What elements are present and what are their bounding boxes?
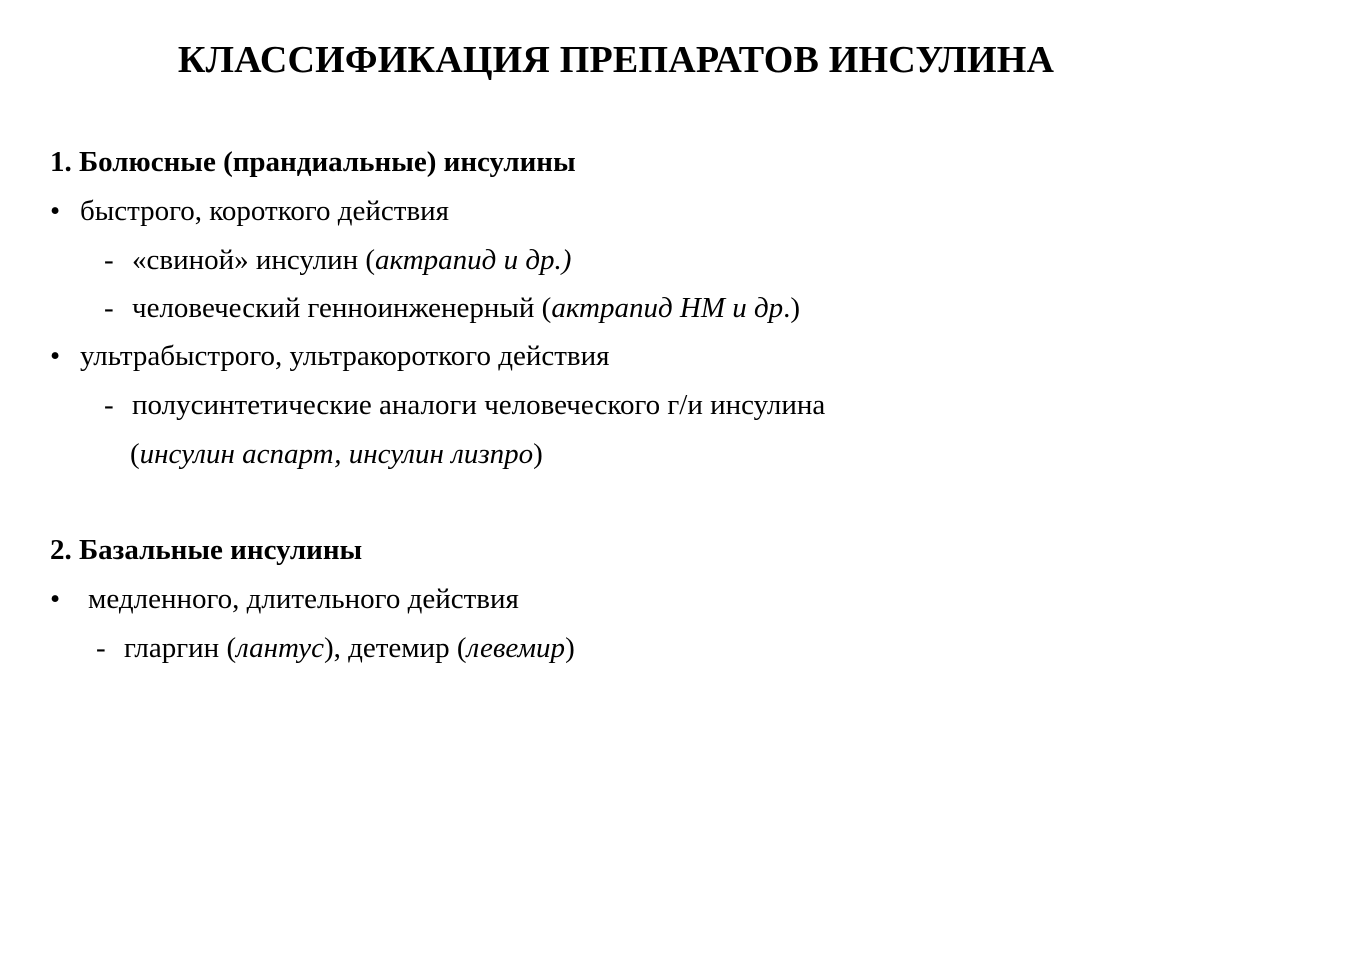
paren-close: ) [533, 438, 543, 470]
list-item-pork-insulin [104, 240, 571, 280]
item-after: .) [783, 292, 801, 324]
bullet-icon: • [50, 195, 61, 227]
section-2-bullet-slow [50, 579, 519, 619]
item-italic-2: левемир [466, 632, 566, 664]
bullet-label: медленного, длительного действия [88, 583, 519, 615]
list-item-basal-insulins [96, 628, 575, 668]
item-text-3: ) [565, 632, 575, 664]
item-italic-1: лантус [236, 632, 324, 664]
page-title: КЛАССИФИКАЦИЯ ПРЕПАРАТОВ ИНСУЛИНА [177, 39, 1055, 81]
list-item-human-insulin [104, 288, 800, 328]
dash-icon: - [104, 292, 114, 324]
item-text: полусинтетические аналоги человеческого г/и инсулина [132, 389, 826, 421]
item-italic: актрапид НМ и др [551, 292, 784, 324]
section-1-bullet-fast [50, 191, 449, 231]
section-1-heading: 1. Болюсные (прандиальные) инсулины [50, 146, 576, 178]
dash-icon: - [96, 632, 106, 664]
item-text-2: ), детемир ( [323, 632, 467, 664]
dash-icon: - [104, 389, 114, 421]
item-text: «свиной» инсулин ( [132, 244, 376, 276]
bullet-icon: • [50, 583, 61, 615]
list-item-analogues-names [130, 434, 543, 474]
item-text-1: гларгин ( [124, 632, 237, 664]
paren-open: ( [130, 438, 140, 470]
bullet-label: быстрого, короткого действия [80, 195, 449, 227]
bullet-icon: • [50, 340, 61, 372]
item-text: человеческий генноинженерный ( [132, 292, 552, 324]
item-italic: инсулин аспарт, инсулин лизпро [139, 438, 534, 470]
bullet-label: ультрабыстрого, ультракороткого действия [80, 340, 610, 372]
item-italic: актрапид и др.) [375, 244, 572, 276]
section-1-bullet-ultrafast [50, 336, 609, 376]
dash-icon: - [104, 244, 114, 276]
list-item-analogues [104, 385, 825, 425]
section-2-heading: 2. Базальные инсулины [50, 534, 363, 566]
